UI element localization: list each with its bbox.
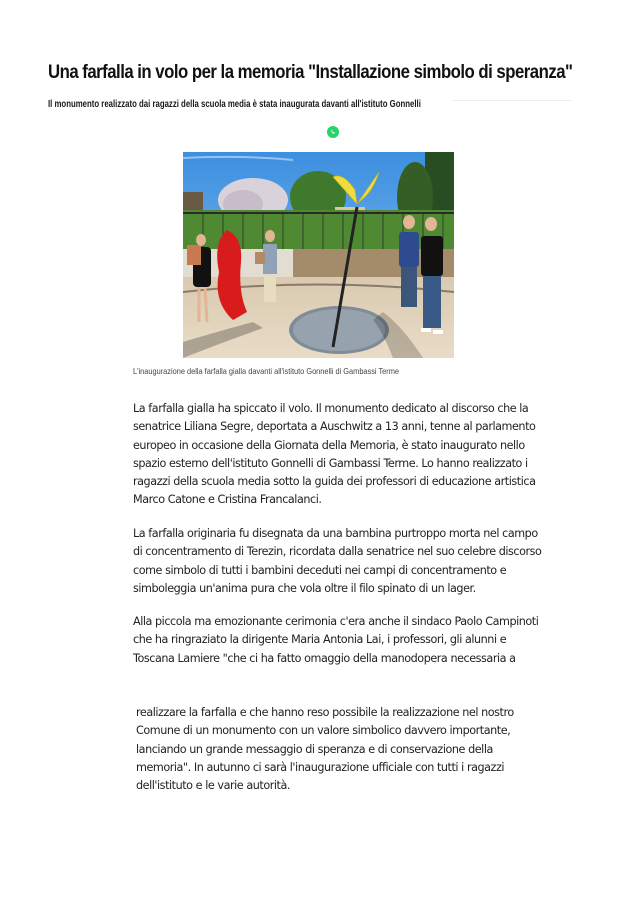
whatsapp-share-button[interactable]	[327, 126, 339, 138]
paragraph-line: Toscana Lamiere "che ci ha fatto omaggio della manodopera necessaria a	[133, 651, 516, 665]
paragraph-line: memoria". In autunno ci sarà l'inaugurazione ufficiale con tutti i ragazzi	[136, 760, 505, 774]
paragraph-line: senatrice Liliana Segre, deportata a Auschwitz a 13 anni, tenne al parlamento	[133, 420, 536, 434]
paragraph-4	[136, 704, 536, 795]
paragraph-3	[133, 613, 539, 668]
paragraph-2	[133, 525, 542, 598]
paragraph-line: La farfalla originaria fu disegnata da una bambina purtroppo morta nel campo	[133, 527, 538, 540]
photo-caption: L'inaugurazione della farfalla gialla davanti all'istituto Gonnelli di Gambassi Terme	[133, 366, 400, 376]
paragraph-1	[133, 400, 536, 510]
paragraph-line: realizzare la farfalla e che hanno reso possibile la realizzazione nel nostro	[136, 706, 514, 719]
divider	[453, 100, 571, 101]
whatsapp-icon	[329, 128, 337, 136]
article-headline: Una farfalla in volo per la memoria "Installazione simbolo di speranza"	[48, 61, 573, 83]
paragraph-line: ragazzi della scuola media sotto la guida dei professori di educazione artistica	[133, 475, 536, 489]
paragraph-line: Comune di un monumento con un valore simbolico davvero importante,	[136, 724, 511, 738]
paragraph-line: simboleggia un'anima pura che vola oltre il filo spinato di un lager.	[133, 581, 476, 595]
paragraph-line: spazio esterno dell'istituto Gonnelli di Gambassi Terme. Lo hanno realizzato i	[133, 456, 528, 470]
paragraph-line: dell'istituto e le varie autorità.	[136, 779, 290, 793]
article-subtitle-row	[48, 94, 568, 108]
article-photo	[183, 152, 454, 358]
paragraph-line: Marco Catone e Cristina Francalanci.	[133, 493, 322, 507]
paragraph-line: Alla piccola ma emozionante cerimonia c'era anche il sindaco Paolo Campinoti	[133, 615, 539, 628]
paragraph-line: La farfalla gialla ha spiccato il volo. Il monumento dedicato al discorso che la	[133, 402, 529, 415]
paragraph-line: come simbolo di tutti i bambini deceduti nei campi di concentramento e	[133, 563, 507, 577]
paragraph-line: che ha ringraziato la dirigente Maria Antonia Lai, i professori, gli alunni e	[133, 633, 507, 647]
paragraph-line: europeo in occasione della Giornata della Memoria, è stato inaugurato nello	[133, 438, 525, 452]
paragraph-line: lanciando un grande messaggio di speranza e di conservazione della	[136, 742, 493, 756]
paragraph-line: di concentramento di Terezin, ricordata dalla senatrice nel suo celebre discorso	[133, 545, 542, 559]
article-subtitle: Il monumento realizzato dai ragazzi della scuola media è stata inaugurata davanti all'istituto Gonnelli	[48, 99, 421, 110]
photo-illustration	[183, 152, 454, 358]
